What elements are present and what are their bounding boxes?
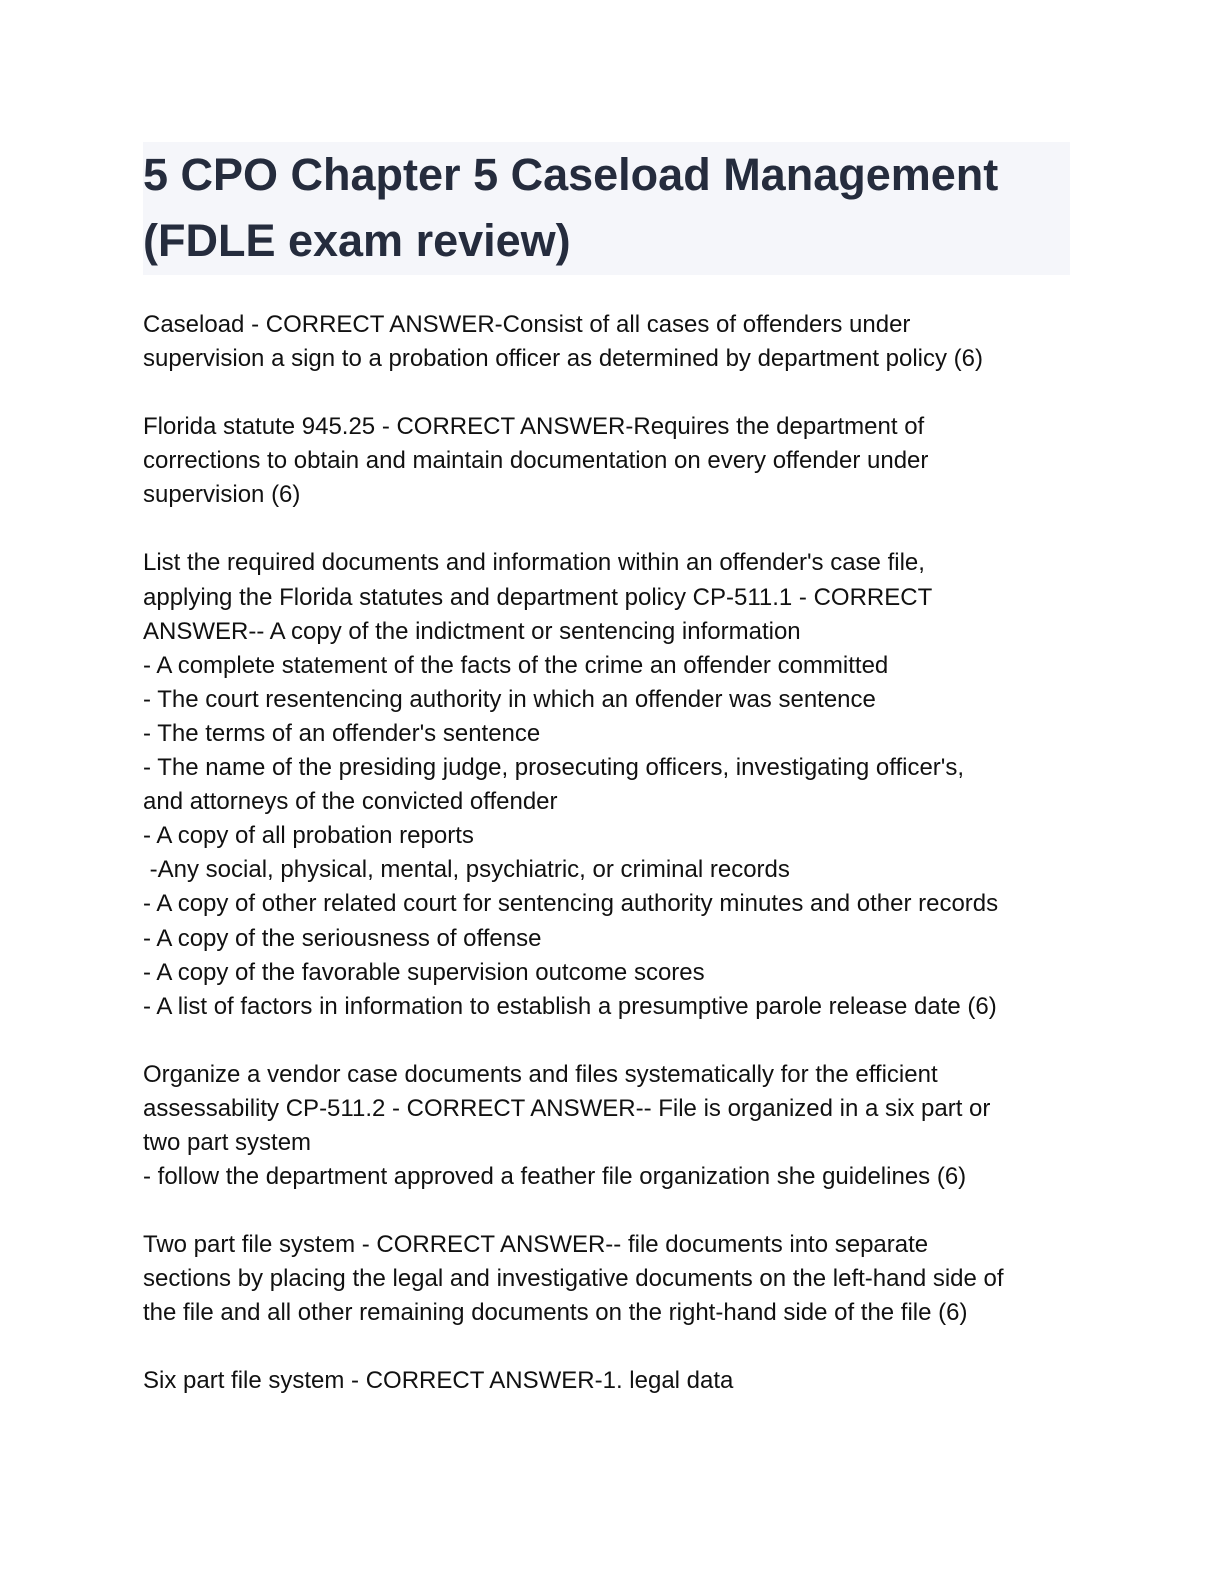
flashcard-entry: [143, 546, 1070, 1023]
entry-text-line: - A copy of the seriousness of offense: [143, 924, 542, 952]
entry-text-line: - The court resentencing authority in which an offender was sentence: [143, 685, 876, 713]
page-title-line-1: 5 CPO Chapter 5 Caseload Management: [143, 149, 999, 200]
flashcard-entry: [143, 1058, 1070, 1194]
entry-text-line: Organize a vendor case documents and files systematically for the efficient: [143, 1060, 938, 1088]
entry-text-line: - A copy of the favorable supervision outcome scores: [143, 958, 705, 986]
entry-text-line: - The terms of an offender's sentence: [143, 719, 541, 747]
entry-text-line: -Any social, physical, mental, psychiatric, or criminal records: [143, 856, 790, 884]
entry-text-line: supervision (6): [143, 481, 301, 509]
entry-text-line: Six part file system - CORRECT ANSWER-1. legal data: [143, 1367, 734, 1395]
entry-text-line: Caseload - CORRECT ANSWER-Consist of all cases of offenders under: [143, 311, 911, 338]
entry-text-line: the file and all other remaining documents on the right-hand side of the file (6): [143, 1299, 968, 1327]
entry-text-line: assessability CP-511.2 - CORRECT ANSWER-- File is organized in a six part or: [143, 1094, 991, 1122]
entry-text-line: Florida statute 945.25 - CORRECT ANSWER-Requires the department of: [143, 413, 925, 441]
entry-text-line: corrections to obtain and maintain documentation on every offender under: [143, 447, 929, 475]
entry-text-line: two part system: [143, 1128, 312, 1156]
entry-text-line: - A complete statement of the facts of the crime an offender committed: [143, 651, 889, 679]
entry-text-line: sections by placing the legal and investigative documents on the left-hand side of: [143, 1265, 1004, 1293]
entry-text-line: - The name of the presiding judge, prosecuting officers, investigating officer's,: [143, 754, 965, 782]
document-title-block: [143, 142, 1070, 275]
entry-text-line: supervision a sign to a probation officer as determined by department policy (6): [143, 345, 984, 373]
flashcard-entry: [143, 308, 1070, 376]
page-title-line-2: (FDLE exam review): [143, 215, 571, 266]
entry-text-line: Two part file system - CORRECT ANSWER-- file documents into separate: [143, 1231, 929, 1259]
entry-text-line: and attorneys of the convicted offender: [143, 788, 558, 816]
flashcard-entry: [143, 410, 1070, 512]
entry-text-line: applying the Florida statutes and department policy CP-511.1 - CORRECT: [143, 583, 933, 611]
entry-text-line: - A list of factors in information to establish a presumptive parole release date (6): [143, 992, 997, 1020]
entry-text-line: - A copy of other related court for sentencing authority minutes and other records: [143, 890, 999, 918]
entry-text-line: ANSWER-- A copy of the indictment or sentencing information: [143, 617, 801, 645]
flashcard-entry: [143, 1228, 1070, 1330]
entry-text-line: - A copy of all probation reports: [143, 822, 474, 850]
flashcard-list: [143, 308, 1070, 1399]
entry-text-line: List the required documents and information within an offender's case file,: [143, 549, 925, 577]
flashcard-entry: [143, 1364, 1070, 1398]
entry-text-line: - follow the department approved a feather file organization she guidelines (6): [143, 1163, 967, 1191]
document-page: [143, 142, 1070, 1433]
